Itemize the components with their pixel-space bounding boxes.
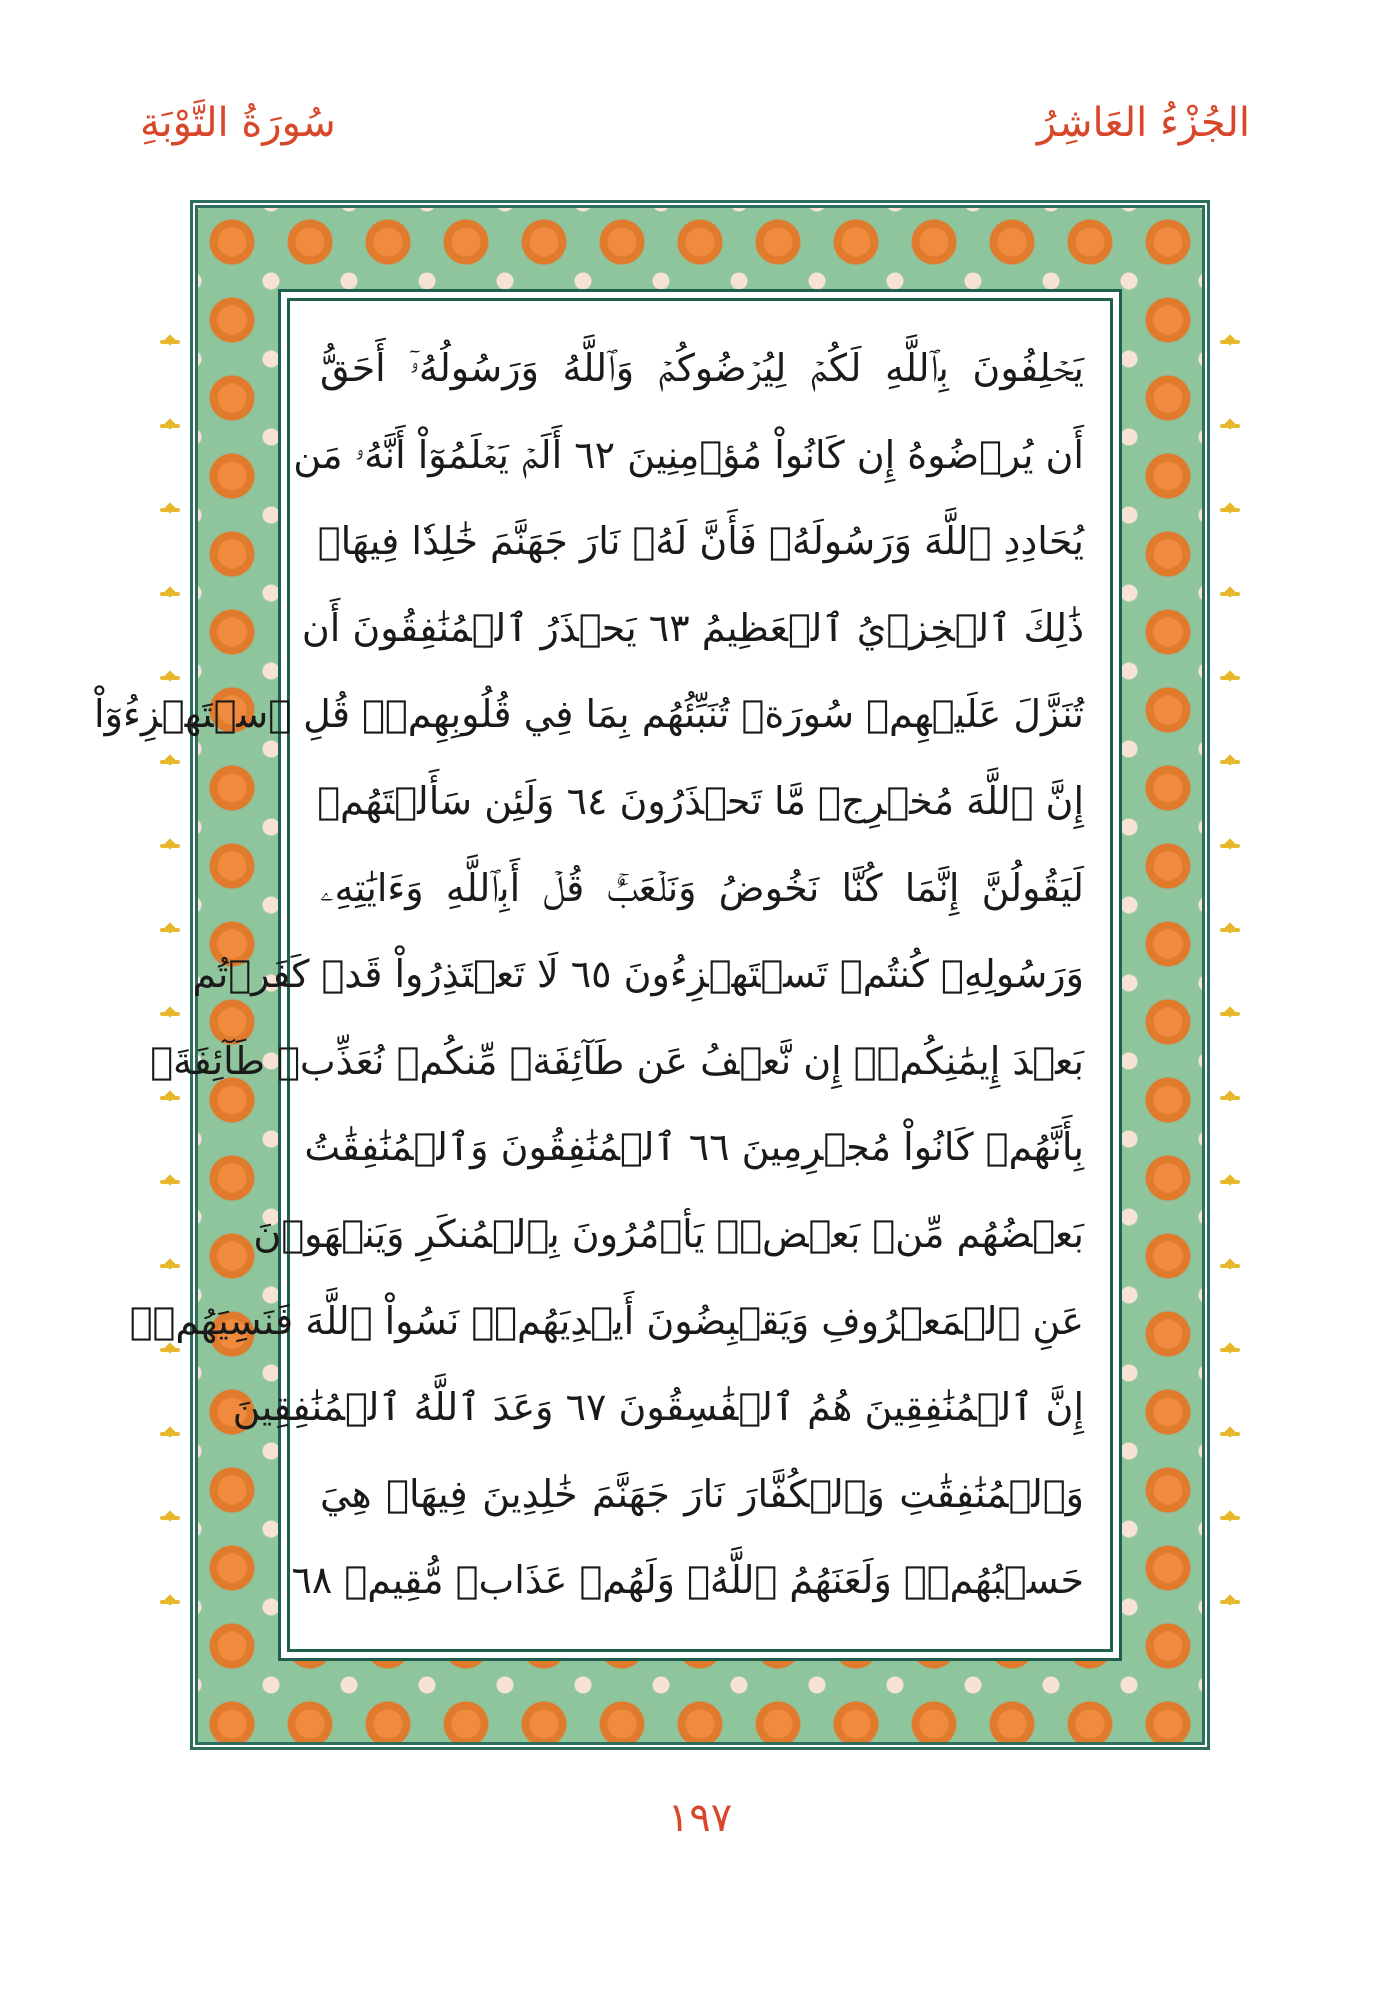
margin-marker [1220,340,1240,344]
surah-title: سُورَةُ التَّوْبَةِ [140,100,336,146]
text-line: يَحۡلِفُونَ بِٱللَّهِ لَكُمۡ لِيُرۡضُوكُمۡ وَٱللَّهُ وَرَسُولُهُۥٓ أَحَقُّ [320,346,1084,390]
margin-marker [160,1264,180,1268]
margin-marker [1220,760,1240,764]
margin-marker [160,424,180,428]
margin-marker [1220,1348,1240,1352]
margin-marker [1220,928,1240,932]
margin-marker [1220,1012,1240,1016]
text-line: يُحَادِدِ ٱللَّهَ وَرَسُولَهُۥ فَأَنَّ لَهُۥ نَارَ جَهَنَّمَ خَٰلِدٗا فِيهَاۚ [317,519,1084,564]
margin-marker [160,592,180,596]
margin-marker [160,1012,180,1016]
text-line: إِنَّ ٱللَّهَ مُخۡرِجٞ مَّا تَحۡذَرُونَ ٦٤ وَلَئِن سَأَلۡتَهُمۡ [317,778,1084,823]
text-line: بَعۡضُهُم مِّنۢ بَعۡضٖۚ يَأۡمُرُونَ بِٱلۡمُنكَرِ وَيَنۡهَوۡنَ [253,1211,1084,1256]
text-line: ذَٰلِكَ ٱلۡخِزۡيُ ٱلۡعَظِيمُ ٦٣ يَحۡذَرُ ٱلۡمُنَٰفِقُونَ أَن [301,605,1084,650]
margin-marker [1220,1432,1240,1436]
margin-marker [1220,424,1240,428]
text-line: عَنِ ٱلۡمَعۡرُوفِ وَيَقۡبِضُونَ أَيۡدِيَهُمۡۚ نَسُواْ ٱللَّهَ فَنَسِيَهُمۡۚ [129,1298,1084,1343]
margin-marker [160,1180,180,1184]
margin-marker [160,1600,180,1604]
quran-text-block [94,325,1084,1625]
text-line: حَسۡبُهُمۡۚ وَلَعَنَهُمُ ٱللَّهُۖ وَلَهُمۡ عَذَابٞ مُّقِيمٞ ٦٨ [291,1558,1084,1603]
text-line: أَن يُرۡضُوهُ إِن كَانُواْ مُؤۡمِنِينَ ٦٢ أَلَمۡ يَعۡلَمُوٓاْ أَنَّهُۥ مَن [293,432,1084,477]
margin-marker [1220,1180,1240,1184]
juz-title: الجُزْءُ العَاشِرُ [1036,100,1250,146]
margin-marker [1220,1096,1240,1100]
margin-marker [1220,1600,1240,1604]
margin-marker [1220,676,1240,680]
text-line: بِأَنَّهُمۡ كَانُواْ مُجۡرِمِينَ ٦٦ ٱلۡمُنَٰفِقُونَ وَٱلۡمُنَٰفِقَٰتُ [304,1125,1084,1170]
text-line: لَيَقُولُنَّ إِنَّمَا كُنَّا نَخُوضُ وَنَلۡعَبُۚ قُلۡ أَبِٱللَّهِ وَءَايَٰتِهِۦ [320,865,1084,910]
margin-marker [160,340,180,344]
margin-marker [160,760,180,764]
margin-marker [1220,592,1240,596]
margin-marker [160,844,180,848]
text-line: تُنَزَّلَ عَلَيۡهِمۡ سُورَةٞ تُنَبِّئُهُم بِمَا فِي قُلُوبِهِمۡۚ قُلِ ٱسۡتَهۡزِءُوٓاْ [94,692,1084,737]
margin-marker [160,1516,180,1520]
margin-marker [160,508,180,512]
margin-marker [1220,508,1240,512]
margin-marker [160,928,180,932]
margin-marker [1220,1516,1240,1520]
text-line: وَرَسُولِهِۦ كُنتُمۡ تَسۡتَهۡزِءُونَ ٦٥ لَا تَعۡتَذِرُواْ قَدۡ كَفَرۡتُم [192,952,1084,997]
text-line: إِنَّ ٱلۡمُنَٰفِقِينَ هُمُ ٱلۡفَٰسِقُونَ ٦٧ وَعَدَ ٱللَّهُ ٱلۡمُنَٰفِقِينَ [232,1385,1084,1430]
text-line: بَعۡدَ إِيمَٰنِكُمۡۚ إِن نَّعۡفُ عَن طَآئِفَةٖ مِّنكُمۡ نُعَذِّبۡ طَآئِفَةَۢ [150,1038,1084,1083]
margin-marker [1220,844,1240,848]
page-number: ١٩٧ [667,1795,733,1841]
margin-marker [160,1432,180,1436]
margin-marker [1220,1264,1240,1268]
text-line: وَٱلۡمُنَٰفِقَٰتِ وَٱلۡكُفَّارَ نَارَ جَهَنَّمَ خَٰلِدِينَ فِيهَاۚ هِيَ [320,1471,1084,1516]
